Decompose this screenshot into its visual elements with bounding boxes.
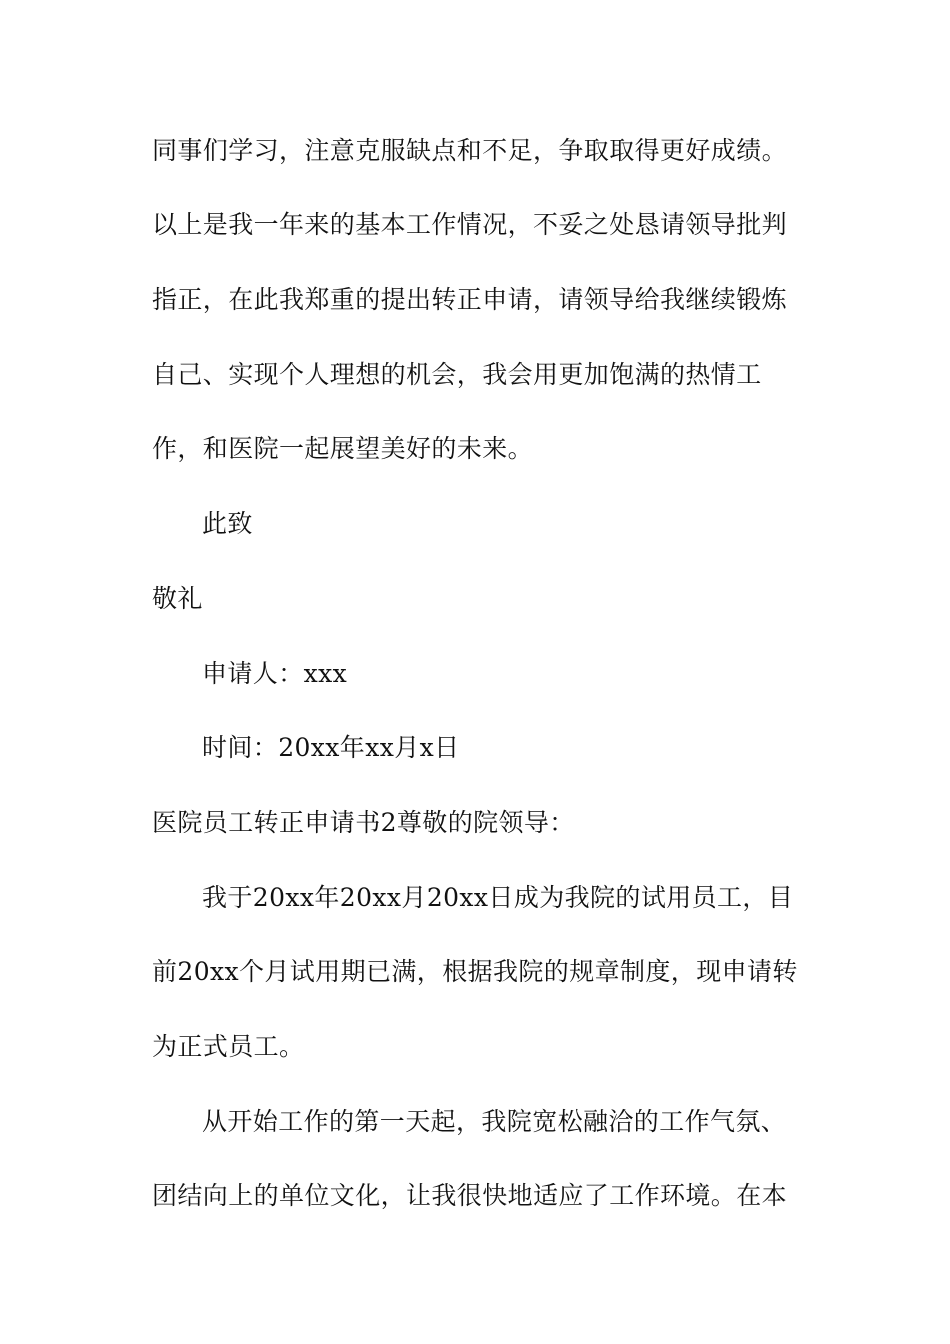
text-line-11: 我于20xx年20xx月20xx日成为我院的试用员工，目 [202,883,794,912]
text-line-13: 为正式员工。 [152,1032,305,1061]
applicant-line: 申请人：xxx [202,659,348,688]
text-line-3: 指正，在此我郑重的提出转正申请，请领导给我继续锻炼 [152,285,788,314]
text-line-2: 以上是我一年来的基本工作情况，不妥之处恳请领导批判 [152,210,788,239]
closing-regards: 敬礼 [152,584,203,613]
text-line-5: 作，和医院一起展望美好的未来。 [152,434,534,463]
section-heading: 医院员工转正申请书2尊敬的院领导： [152,808,575,837]
date-line: 时间：20xx年xx月x日 [202,733,460,762]
text-line-15: 团结向上的单位文化，让我很快地适应了工作环境。在本 [152,1181,788,1210]
text-line-12: 前20xx个月试用期已满，根据我院的规章制度，现申请转 [152,957,798,986]
closing-salutation: 此致 [202,509,253,538]
text-line-4: 自己、实现个人理想的机会，我会用更加饱满的热情工 [152,360,762,389]
text-line-14: 从开始工作的第一天起，我院宽松融洽的工作气氛、 [202,1107,787,1136]
text-line-1: 同事们学习，注意克服缺点和不足，争取取得更好成绩。 [152,136,788,165]
